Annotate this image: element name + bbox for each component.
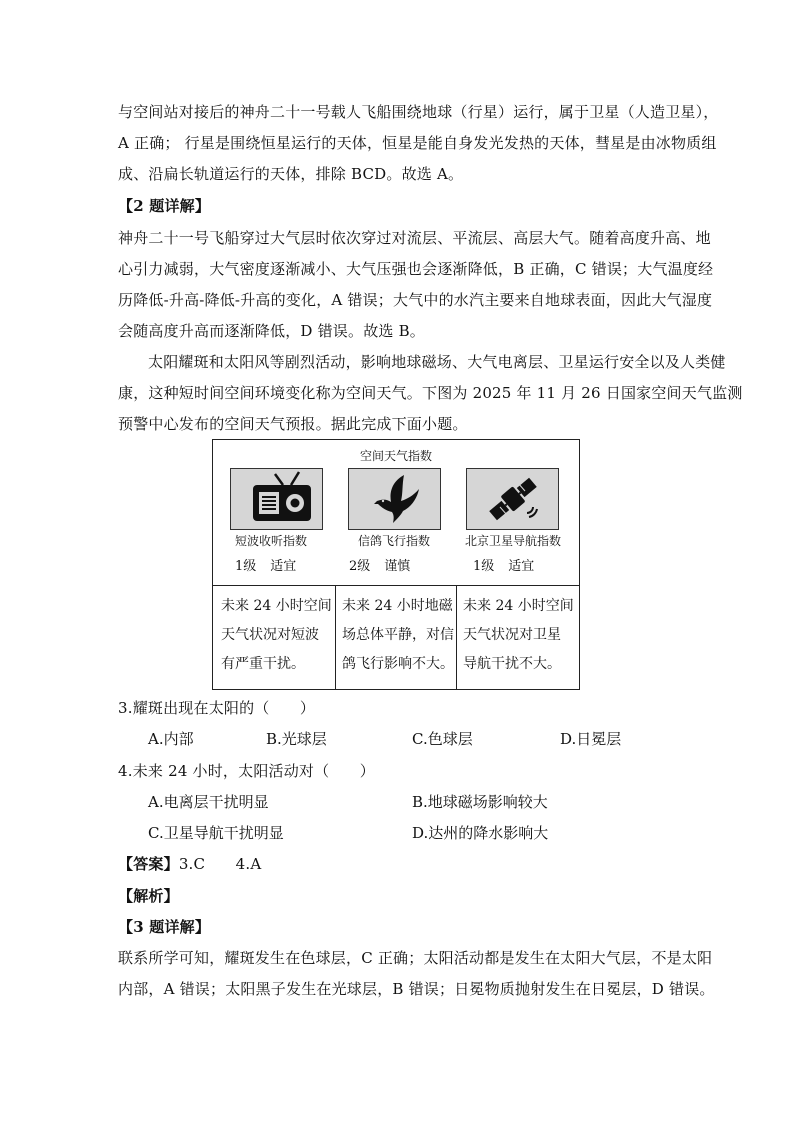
section-heading: 【2 题详解】 [118,197,211,215]
text-line: 心引力减弱，大气密度逐渐减小、大气压强也会逐渐降低，B 正确，C 错误；大气温度经 [118,260,714,278]
text-line: 会随高度升高而逐渐降低，D 错误。故选 B。 [118,322,425,340]
text-line: 内部，A 错误；太阳黑子发生在光球层，B 错误；日冕物质抛射发生在日冕层，D 错误。 [118,980,715,998]
text-line: 太阳耀斑和太阳风等剧烈活动，影响地球磁场、大气电离层、卫星运行安全以及人类健 [148,353,726,371]
text-line: 成、沿扁长轨道运行的天体，排除 BCD。故选 A。 [118,165,464,183]
question-4-option: A.电离层干扰明显 [148,793,269,811]
text-line: A 正确； 行星是围绕恒星运行的天体，恒星是能自身发光发热的天体，彗星是由冰物质组 [118,134,717,152]
question-4-option: B.地球磁场影响较大 [412,793,548,811]
column-divider [335,585,336,689]
satellite-icon [466,468,559,530]
index-level: 1级 适宜 [473,559,535,574]
row-divider [213,585,579,586]
question-3-option: D.日冕层 [560,730,622,748]
text-line: 预警中心发布的空间天气预报。据此完成下面小题。 [118,415,468,433]
index-name: 信鸽飞行指数 [358,534,431,548]
text-line: 联系所学可知，耀斑发生在色球层，C 正确；太阳活动都是发生在太阳大气层，不是太阳 [118,949,713,967]
question-3-option: C.色球层 [412,730,473,748]
dove-icon [348,468,441,530]
table-title: 空间天气指数 [359,449,432,463]
answer-label: 【答案】 [118,855,179,873]
column-divider [456,585,457,689]
index-description: 未来 24 小时空间 天气状况对短波 有严重干扰。 [221,598,332,672]
question-4: 4.未来 24 小时，太阳活动对（ ） [118,762,375,780]
question-3-option: B.光球层 [266,730,327,748]
index-description: 未来 24 小时空间 天气状况对卫星 导航干扰不大。 [463,598,574,672]
question-3-option: A.内部 [148,730,194,748]
analysis-heading: 【解析】 [118,887,179,905]
answer-line [118,854,261,874]
answer-value: 3.C 4.A [178,855,262,873]
text-line: 与空间站对接后的神舟二十一号载人飞船围绕地球（行星）运行，属于卫星（人造卫星）， [118,103,719,121]
index-level: 2级 谨慎 [349,559,411,574]
index-name: 北京卫星导航指数 [465,534,562,548]
text-line: 历降低-升高-降低-升高的变化，A 错误；大气中的水汽主要来自地球表面，因此大气湿度 [118,291,713,309]
question-3: 3.耀斑出现在太阳的（ ） [118,699,316,717]
index-name: 短波收听指数 [235,534,308,548]
question-4-option: C.卫星导航干扰明显 [148,824,284,842]
question-4-option: D.达州的降水影响大 [412,824,549,842]
text-line: 康，这种短时间空间环境变化称为空间天气。下图为 2025 年 11 月 26 日国家空间天气监测 [118,384,743,402]
radio-icon [230,468,323,530]
section-heading: 【3 题详解】 [118,918,211,936]
space-weather-table [212,439,580,690]
text-line: 神舟二十一号飞船穿过大气层时依次穿过对流层、平流层、高层大气。随着高度升高、地 [118,229,711,247]
index-description: 未来 24 小时地磁 场总体平静，对信 鸽飞行影响不大。 [342,598,454,672]
index-level: 1级 适宜 [235,559,297,574]
